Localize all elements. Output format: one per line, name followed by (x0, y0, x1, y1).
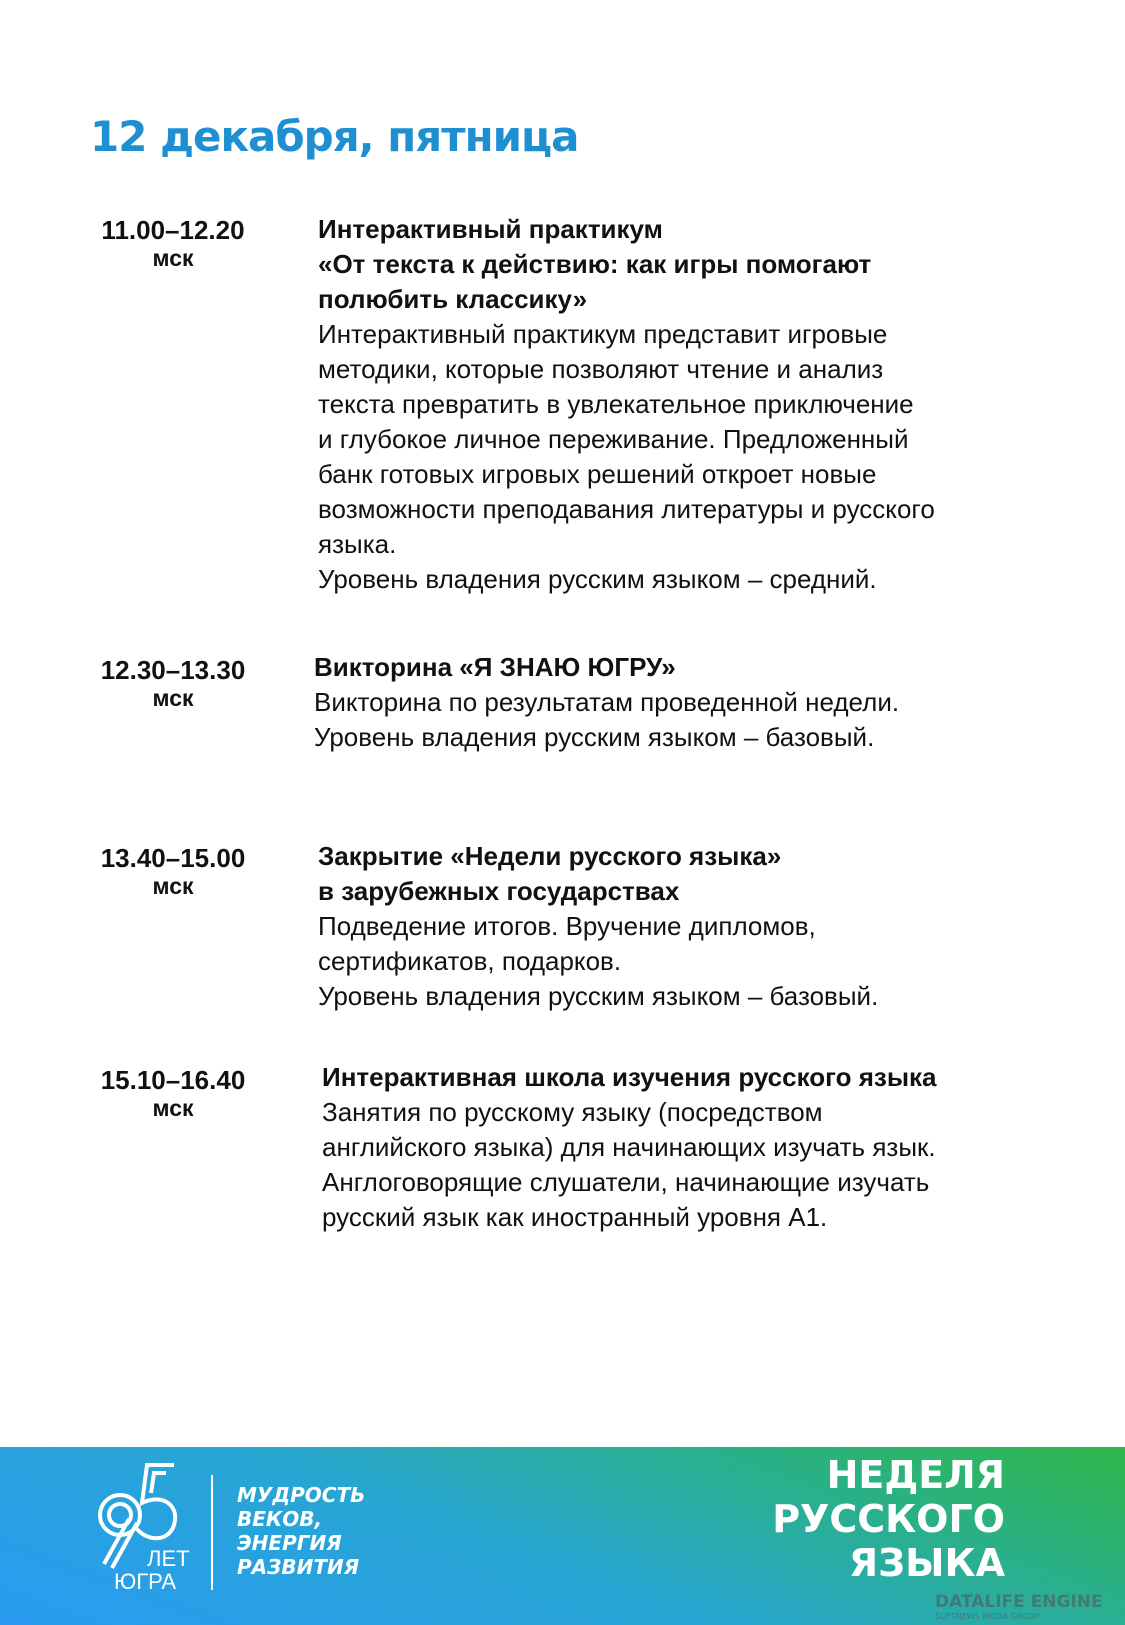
event-name-line: ЯЗЫКА (848, 1541, 1005, 1585)
event-body-line: возможности преподавания литературы и русского (318, 494, 935, 524)
event-time (88, 215, 258, 271)
event-body-line: Англоговорящие слушатели, начинающие изучать (322, 1167, 930, 1197)
time-zone: мск (152, 685, 194, 711)
event-body-line: и глубокое личное переживание. Предложенный (318, 424, 909, 454)
event-body-line: Занятия по русскому языку (посредством (322, 1097, 823, 1127)
time-range: 11.00–12.20 (101, 215, 245, 245)
event-name (772, 1453, 1005, 1585)
watermark-sub: SOFTNEWS MEDIA GROUP (935, 1612, 1040, 1621)
svg-text:ЮГРА: ЮГРА (114, 1569, 177, 1593)
time-zone: мск (152, 1095, 194, 1121)
footer-banner (0, 1447, 1125, 1625)
event-body-line: языка. (318, 529, 397, 559)
event-title-line: «От текста к действию: как игры помогают (318, 249, 872, 279)
event-body-line: Подведение итогов. Вручение дипломов, (318, 911, 816, 941)
event-title-line: Закрытие «Недели русского языка» (318, 841, 782, 871)
event-body-line: сертификатов, подарков. (318, 946, 622, 976)
divider (211, 1475, 213, 1590)
event-body-line: Уровень владения русским языком – средний. (318, 564, 877, 594)
event-body-line: русский язык как иностранный уровня А1. (322, 1202, 828, 1232)
event-body-line: текста превратить в увлекательное приключение (318, 389, 914, 419)
event-description (318, 839, 878, 1014)
event-body-line: английского языка) для начинающих изучать язык. (322, 1132, 936, 1162)
event-title-line: полюбить классику» (318, 284, 588, 314)
event-body-line: методики, которые позволяют чтение и анализ (318, 354, 884, 384)
event-time (88, 843, 258, 899)
logo-95-icon (92, 1463, 192, 1593)
event-description (318, 212, 935, 597)
anniversary-logo (92, 1463, 192, 1593)
slogan-line: ВЕКОВ, (237, 1507, 323, 1531)
watermark (935, 1593, 1103, 1622)
event-title-line: в зарубежных государствах (318, 876, 680, 906)
event-body-line: банк готовых игровых решений откроет новые (318, 459, 877, 489)
event-description (314, 650, 899, 755)
slogan-line: РАЗВИТИЯ (237, 1555, 360, 1579)
page-title: 12 декабря, пятница (90, 112, 579, 161)
time-range: 13.40–15.00 (100, 843, 246, 873)
event-body-line: Интерактивный практикум представит игровые (318, 319, 888, 349)
time-range: 12.30–13.30 (100, 655, 246, 685)
slogan-line: МУДРОСТЬ (237, 1483, 366, 1507)
slogan (237, 1483, 365, 1579)
event-title-line: Интерактивная школа изучения русского языка (322, 1062, 937, 1092)
event-body-line: Уровень владения русским языком – базовый. (314, 722, 875, 752)
event-body-line: Уровень владения русским языком – базовый. (318, 981, 879, 1011)
time-zone: мск (152, 245, 194, 271)
svg-text:ЛЕТ: ЛЕТ (147, 1546, 190, 1571)
event-time (88, 1065, 258, 1121)
slogan-line: ЭНЕРГИЯ (237, 1531, 342, 1555)
event-description (322, 1060, 937, 1235)
event-title-line: Интерактивный практикум (318, 214, 663, 244)
time-zone: мск (152, 873, 194, 899)
time-range: 15.10–16.40 (100, 1065, 246, 1095)
event-title-line: Викторина «Я ЗНАЮ ЮГРУ» (314, 652, 676, 682)
event-name-line: РУССКОГО (772, 1497, 1005, 1541)
event-name-line: НЕДЕЛЯ (826, 1453, 1005, 1497)
watermark-main: DATALIFE ENGINE (935, 1592, 1103, 1612)
event-time (88, 655, 258, 711)
event-body-line: Викторина по результатам проведенной недели. (314, 687, 900, 717)
